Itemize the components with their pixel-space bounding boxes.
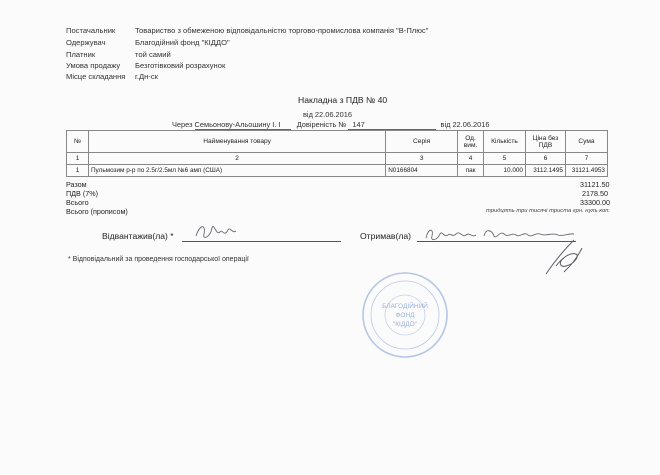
- document-title: Накладна з ПДВ № 40: [298, 95, 388, 105]
- payer-value: той самий: [135, 50, 171, 59]
- through-name: Семьонову-Альошину І. І: [195, 120, 291, 130]
- row-product-name: Пульмозим р-р по 2.5г/2.5мл №6 амп (США): [88, 165, 385, 177]
- supplier-label: Постачальник: [66, 26, 116, 35]
- col-number-2: 2: [88, 153, 385, 165]
- vat-value: 2178.50: [582, 189, 608, 198]
- total-words-value: тридцять три тисячі триста грн. нуль коп.: [486, 208, 610, 214]
- footnote: * Відповідальний за проведення господарської операції: [68, 256, 249, 263]
- row-series: N0166804: [386, 165, 458, 177]
- power-number: 147: [348, 120, 436, 130]
- document-date: від 22.06.2016: [303, 110, 352, 119]
- stamp-line-2: ФОНД: [395, 312, 415, 319]
- col-header-unit: Од. вим.: [458, 131, 484, 153]
- col-number-7: 7: [565, 153, 607, 165]
- col-header-sum: Сума: [565, 131, 607, 153]
- col-number-3: 3: [386, 153, 458, 165]
- col-number-1: 1: [67, 153, 89, 165]
- table-row: [67, 165, 608, 177]
- row-price: 3112.1495: [525, 165, 565, 177]
- table-numbering-row: [67, 153, 608, 165]
- shipped-label: Відвантажив(ла) *: [102, 231, 174, 241]
- table-header-row: [67, 131, 608, 153]
- shipped-signature: [192, 218, 242, 244]
- items-table: [66, 130, 608, 177]
- power-label: Довіреність №: [296, 120, 347, 129]
- stamp-line-3: "КІДДО": [392, 321, 418, 328]
- received-label: Отримав(ла): [360, 231, 411, 241]
- col-number-4: 4: [458, 153, 484, 165]
- vat-label: ПДВ (7%): [66, 189, 98, 198]
- sale-terms-label: Умова продажу: [66, 61, 121, 70]
- row-unit: пак: [458, 165, 484, 177]
- total-value: 33300.00: [580, 198, 610, 207]
- recipient-value: Благодійний фонд "КІДДО": [135, 38, 230, 47]
- col-number-5: 5: [484, 153, 526, 165]
- stamp-line-1: БЛАГОДІЙНИЙ: [382, 303, 428, 310]
- organization-stamp: [360, 270, 450, 360]
- total-words-label: Всього (прописом): [66, 207, 128, 216]
- col-header-series: Серія: [386, 131, 458, 153]
- director-signature: [540, 236, 588, 280]
- through-label: Через: [172, 120, 193, 129]
- subtotal-label: Разом: [66, 180, 87, 189]
- recipient-label: Одержувач: [66, 38, 106, 47]
- col-header-price: Ціна без ПДВ: [525, 131, 565, 153]
- place-label: Місце складання: [66, 72, 126, 81]
- sale-terms-value: Безготівковий розрахунок: [135, 61, 226, 70]
- supplier-value: Товариство з обмеженою відповідальністю торгово-промислова компанія "В-Плюс": [135, 26, 429, 35]
- payer-label: Платник: [66, 50, 96, 59]
- subtotal-value: 31121.50: [580, 180, 610, 189]
- row-number: 1: [67, 165, 89, 177]
- total-label: Всього: [66, 198, 89, 207]
- power-date: від 22.06.2016: [440, 120, 490, 129]
- col-header-name: Найменування товару: [88, 131, 385, 153]
- through-line: [172, 120, 489, 130]
- col-header-quantity: Кількість: [484, 131, 526, 153]
- row-quantity: 10.000: [484, 165, 526, 177]
- place-value: г.Дн-ск: [135, 72, 158, 81]
- col-number-6: 6: [525, 153, 565, 165]
- col-header-number: №: [67, 131, 89, 153]
- row-sum: 31121.4953: [565, 165, 607, 177]
